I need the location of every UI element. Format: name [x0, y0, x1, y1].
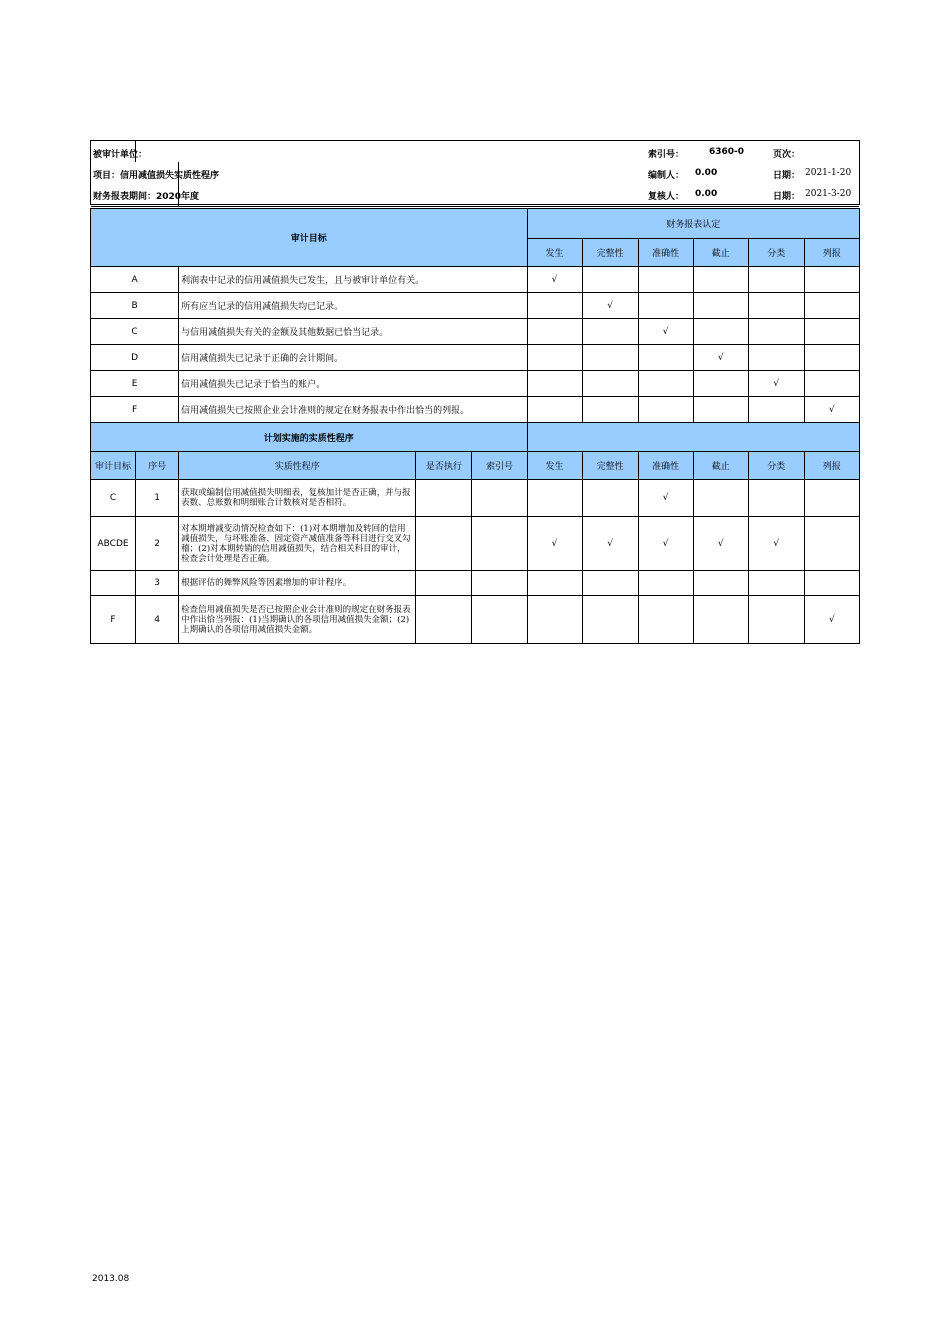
assertion-mark: [804, 517, 859, 571]
assertion-mark: [804, 293, 859, 319]
assertion-mark: √: [582, 293, 638, 319]
assertion-mark: [748, 571, 804, 596]
assertion-header: 发生: [527, 239, 582, 267]
procedure-text: 获取或编制信用减值损失明细表，复核加计是否正确，并与报表数、总账数和明细账合计数核对是否相符。: [179, 480, 416, 517]
procedure-row: [91, 480, 860, 517]
procedure-executed[interactable]: [416, 571, 472, 596]
col-procedure: 实质性程序: [179, 452, 416, 480]
objective-code: F: [91, 397, 179, 423]
page-label: 页次：: [773, 150, 801, 160]
objective-code: D: [91, 345, 179, 371]
procedure-objective: ABCDE: [91, 517, 136, 571]
assertion-mark: [638, 267, 693, 293]
preparer-label: 编制人：: [648, 171, 685, 181]
assertion-header: 截止: [693, 239, 748, 267]
assertion-mark: [582, 371, 638, 397]
reviewer-value: 0.00: [695, 189, 718, 199]
assertion-header: 列报: [804, 452, 859, 480]
procedure-index[interactable]: [472, 480, 527, 517]
assertion-mark: [582, 596, 638, 644]
assertion-mark: [582, 345, 638, 371]
objective-code: E: [91, 371, 179, 397]
objective-code: B: [91, 293, 179, 319]
assertion-mark: [693, 480, 748, 517]
assertion-mark: [693, 267, 748, 293]
assertion-mark: [693, 319, 748, 345]
assertion-header: 完整性: [582, 239, 638, 267]
objectives-title: 审计目标: [91, 209, 528, 267]
index-label: 索引号：: [648, 150, 685, 160]
procedure-index[interactable]: [472, 596, 527, 644]
procedure-row: [91, 596, 860, 644]
procedure-row: [91, 571, 860, 596]
assertion-mark: √: [693, 345, 748, 371]
col-executed: 是否执行: [416, 452, 472, 480]
assertion-mark: [804, 345, 859, 371]
procedure-row: [91, 517, 860, 571]
objective-row: [91, 371, 860, 397]
assertion-mark: √: [638, 517, 693, 571]
procedure-index[interactable]: [472, 517, 527, 571]
procedure-executed[interactable]: [416, 480, 472, 517]
assertion-mark: √: [748, 371, 804, 397]
assertion-mark: [748, 397, 804, 423]
assertion-mark: [804, 480, 859, 517]
objective-text: 与信用减值损失有关的金额及其他数据已恰当记录。: [179, 319, 527, 345]
assertion-group-header: 财务报表认定: [527, 209, 860, 239]
assertion-mark: √: [804, 596, 859, 644]
objective-text: 信用减值损失已记录于恰当的账户。: [179, 371, 527, 397]
assertion-mark: [748, 267, 804, 293]
procedure-objective: [91, 571, 136, 596]
date-value-2: 2021-3-20: [805, 189, 852, 199]
assertion-mark: [582, 267, 638, 293]
assertion-mark: [693, 571, 748, 596]
assertion-header: 发生: [527, 452, 582, 480]
assertion-header: 完整性: [582, 452, 638, 480]
assertion-mark: [527, 571, 582, 596]
assertion-header: 准确性: [638, 452, 693, 480]
assertion-mark: √: [527, 517, 582, 571]
assertion-header: 分类: [748, 452, 804, 480]
assertion-mark: [638, 293, 693, 319]
assertion-mark: [693, 397, 748, 423]
procedure-index[interactable]: [472, 571, 527, 596]
assertion-mark: √: [582, 517, 638, 571]
assertion-mark: [804, 267, 859, 293]
objective-code: C: [91, 319, 179, 345]
procedure-objective: C: [91, 480, 136, 517]
assertion-mark: [527, 596, 582, 644]
assertion-header: 截止: [693, 452, 748, 480]
procedures-title: 计划实施的实质性程序: [91, 423, 528, 452]
objective-text: 信用减值损失已记录于正确的会计期间。: [179, 345, 527, 371]
assertion-mark: √: [527, 267, 582, 293]
reviewer-label: 复核人：: [648, 192, 685, 202]
assertion-mark: √: [638, 480, 693, 517]
assertion-mark: √: [693, 517, 748, 571]
procedure-text: 检查信用减值损失是否已按照企业会计准则的规定在财务报表中作出恰当列报：(1)当期确认的各项信用减值损失金额；(2)上期确认的各项信用减值损失金额。: [179, 596, 416, 644]
objective-row: [91, 267, 860, 293]
assertion-mark: √: [804, 397, 859, 423]
objective-row: [91, 319, 860, 345]
procedure-seq: 1: [136, 480, 179, 517]
assertion-mark: [582, 397, 638, 423]
assertion-mark: [804, 571, 859, 596]
procedure-seq: 2: [136, 517, 179, 571]
project-label: 项目：信用减值损失实质性程序: [93, 171, 220, 181]
template-version: 2013.08: [92, 1274, 130, 1284]
audit-program-table: [90, 208, 860, 644]
date-label-1: 日期：: [773, 171, 801, 181]
date-value-1: 2021-1-20: [805, 168, 852, 178]
assertion-mark: [693, 371, 748, 397]
assertion-header: 准确性: [638, 239, 693, 267]
assertion-mark: √: [638, 319, 693, 345]
objective-text: 所有应当记录的信用减值损失均已记录。: [179, 293, 527, 319]
preparer-value: 0.00: [695, 168, 718, 178]
procedure-text: 根据评估的舞弊风险等因素增加的审计程序。: [179, 571, 416, 596]
procedure-seq: 3: [136, 571, 179, 596]
objective-row: [91, 345, 860, 371]
objective-row: [91, 293, 860, 319]
assertion-mark: [804, 371, 859, 397]
assertion-mark: [804, 319, 859, 345]
period-label: 财务报表期间：2020年度: [93, 192, 200, 202]
procedure-objective: F: [91, 596, 136, 644]
procedure-executed[interactable]: [416, 596, 472, 644]
procedure-seq: 4: [136, 596, 179, 644]
col-seq: 序号: [136, 452, 179, 480]
col-index: 索引号: [472, 452, 527, 480]
assertion-mark: [527, 345, 582, 371]
assertion-mark: [638, 596, 693, 644]
procedure-text: 对本期增减变动情况检查如下：(1)对本期增加及转回的信用减值损失，与坏账准备、固定资产减值准备等科目进行交叉勾稽；(2)对本期转销的信用减值损失，结合相关科目的审计，检查会计处理是否正确。: [179, 517, 416, 571]
workpaper-header: [90, 140, 860, 205]
objective-code: A: [91, 267, 179, 293]
assertion-mark: [748, 480, 804, 517]
assertion-mark: [748, 319, 804, 345]
assertion-mark: [748, 293, 804, 319]
index-value: 6360-0: [709, 147, 745, 157]
assertion-mark: [638, 345, 693, 371]
col-objective: 审计目标: [91, 452, 136, 480]
assertion-header: 分类: [748, 239, 804, 267]
date-label-2: 日期：: [773, 192, 801, 202]
assertion-mark: [638, 571, 693, 596]
procedure-executed[interactable]: [416, 517, 472, 571]
assertion-mark: [748, 345, 804, 371]
entity-label: 被审计单位：: [93, 150, 148, 160]
assertion-mark: [748, 596, 804, 644]
assertion-mark: [527, 480, 582, 517]
assertion-mark: [693, 596, 748, 644]
assertion-mark: [527, 371, 582, 397]
assertion-header: 列报: [804, 239, 859, 267]
assertion-mark: [693, 293, 748, 319]
assertion-mark: √: [748, 517, 804, 571]
assertion-mark: [527, 293, 582, 319]
assertion-mark: [527, 397, 582, 423]
assertion-mark: [582, 571, 638, 596]
objective-text: 利润表中记录的信用减值损失已发生，且与被审计单位有关。: [179, 267, 527, 293]
assertion-mark: [638, 371, 693, 397]
assertion-mark: [527, 319, 582, 345]
objective-text: 信用减值损失已按照企业会计准则的规定在财务报表中作出恰当的列报。: [179, 397, 527, 423]
assertion-mark: [582, 480, 638, 517]
assertion-mark: [638, 397, 693, 423]
objective-row: [91, 397, 860, 423]
assertion-mark: [582, 319, 638, 345]
